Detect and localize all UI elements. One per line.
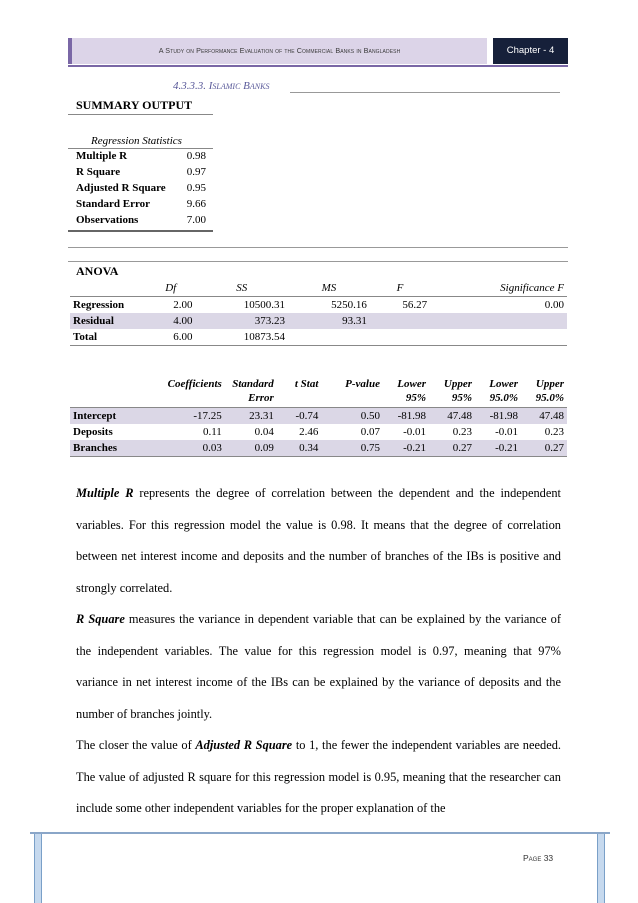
- cell: -0.01: [403, 426, 426, 438]
- anova-corner: [70, 280, 146, 297]
- summary-output-title: SUMMARY OUTPUT: [76, 98, 193, 112]
- stat-label: R Square: [76, 166, 121, 178]
- paragraph-r-square: [76, 604, 561, 730]
- cell: 6.00: [173, 331, 193, 343]
- coefficients-header-row: [70, 377, 567, 408]
- cell: 0.27: [544, 442, 564, 454]
- regression-stats-title: Regression Statistics: [91, 135, 182, 147]
- coef-header: t Stat: [294, 378, 319, 390]
- cell: 10873.54: [243, 331, 286, 343]
- cell: 373.23: [254, 315, 286, 327]
- cell: 0.23: [452, 426, 472, 438]
- coef-header: P-value: [345, 378, 380, 390]
- regression-stat-row: [76, 214, 206, 230]
- cell: 0.07: [360, 426, 380, 438]
- anova-header: SS: [236, 282, 248, 294]
- header-divider: [68, 65, 568, 67]
- stat-value: 0.98: [186, 150, 206, 162]
- cell: 10500.31: [243, 299, 286, 311]
- cell: [370, 313, 430, 329]
- anova-header: MS: [321, 282, 337, 294]
- stat-label: Adjusted R Square: [76, 182, 166, 194]
- header-title: A Study on Performance Evaluation of the Commercial Banks in Bangladesh: [158, 46, 401, 55]
- chapter-label: Chapter - 4: [493, 38, 568, 64]
- page-header: [68, 38, 568, 64]
- cell: 0.34: [299, 442, 319, 454]
- regression-stats-end-rule: [68, 230, 213, 232]
- coef-header: Standard Error: [232, 378, 274, 404]
- anova-header-row: [70, 280, 567, 297]
- table-row: [70, 297, 567, 314]
- regression-stats-divider: [68, 148, 213, 149]
- cell: 0.09: [254, 442, 274, 454]
- anova-title: ANOVA: [76, 264, 119, 278]
- cell: -0.21: [403, 442, 426, 454]
- cell: -81.98: [489, 410, 518, 422]
- row-label: Deposits: [73, 426, 113, 438]
- cell: 0.23: [544, 426, 564, 438]
- section-divider: [290, 92, 560, 93]
- anova-header: F: [396, 282, 404, 294]
- table-row: [70, 408, 567, 425]
- cell: -0.21: [495, 442, 518, 454]
- footer-left-bar: [34, 834, 42, 903]
- cell: 0.11: [202, 426, 222, 438]
- paragraph-text: The closer the value of: [76, 738, 196, 752]
- coef-header: Upper 95.0%: [535, 378, 564, 404]
- footer-right-bar: [597, 834, 605, 903]
- cell: 0.04: [254, 426, 274, 438]
- cell: [288, 329, 370, 346]
- cell: -0.74: [295, 410, 319, 422]
- table-row: [70, 440, 567, 457]
- divider: [68, 261, 568, 262]
- paragraph-text: represents the degree of correlation between the dependent and the independent variables. For this regression model the value is 0.98. It means that the degree of correlation between net interest income and deposits and the number of branches of the IBs is positive and strongly correlated.: [76, 486, 561, 595]
- cell: 47.48: [447, 410, 472, 422]
- header-title-band: [68, 38, 487, 64]
- cell: 2.00: [173, 299, 193, 311]
- table-row: [70, 424, 567, 440]
- cell: 23.31: [249, 410, 274, 422]
- section-heading: 4.3.3.3. Islamic Banks: [173, 80, 270, 92]
- coef-header: Lower 95.0%: [489, 378, 518, 404]
- regression-stat-row: [76, 166, 206, 182]
- table-row: [70, 329, 567, 346]
- cell: -0.01: [495, 426, 518, 438]
- stat-value: 7.00: [186, 214, 206, 226]
- summary-divider: [68, 114, 213, 115]
- cell: 2.46: [299, 426, 319, 438]
- cell: 4.00: [173, 315, 193, 327]
- cell: -17.25: [193, 410, 222, 422]
- cell: 93.31: [342, 315, 367, 327]
- paragraph-text: measures the variance in dependent variable that can be explained by the variance of the independent variables. The value for this regression model is 0.97, meaning that 97% variance in net interest income of the IBs can be explained by the variance of deposits and the number of branches jointly.: [76, 612, 561, 721]
- page-number: Page 33: [523, 853, 554, 863]
- stat-label: Multiple R: [76, 150, 128, 162]
- coef-header: Upper 95%: [443, 378, 472, 404]
- coef-header: Lower 95%: [397, 378, 426, 404]
- row-label: Branches: [73, 442, 117, 454]
- paragraph-adjusted-r-square: [76, 730, 561, 825]
- term: Multiple R: [76, 486, 134, 500]
- coefficients-table: [70, 377, 567, 457]
- table-row: [70, 313, 567, 329]
- row-label: Total: [73, 331, 98, 343]
- regression-stat-row: [76, 182, 206, 198]
- stat-label: Observations: [76, 214, 139, 226]
- cell: 5250.16: [331, 299, 367, 311]
- stat-label: Standard Error: [76, 198, 151, 210]
- cell: 0.50: [360, 410, 380, 422]
- anova-header: Significance F: [500, 282, 564, 294]
- row-label: Intercept: [73, 410, 117, 422]
- cell: 47.48: [539, 410, 564, 422]
- cell: 56.27: [402, 299, 428, 311]
- coef-header: Coefficients: [167, 378, 222, 390]
- cell: [430, 313, 567, 329]
- paragraph-multiple-r: [76, 478, 561, 604]
- term: Adjusted R Square: [195, 738, 293, 752]
- footer-divider: [30, 832, 610, 834]
- cell: 0.03: [202, 442, 222, 454]
- row-label: Regression: [73, 299, 125, 311]
- row-label: Residual: [73, 315, 114, 327]
- cell: [370, 329, 430, 346]
- cell: 0.00: [544, 299, 564, 311]
- cell: 0.27: [452, 442, 472, 454]
- regression-stat-row: [76, 150, 206, 166]
- coefficients-corner: [70, 377, 134, 408]
- regression-stat-row: [76, 198, 206, 214]
- stat-value: 0.97: [186, 166, 206, 178]
- stat-value: 9.66: [186, 198, 206, 210]
- anova-table: [70, 280, 567, 346]
- cell: -81.98: [397, 410, 426, 422]
- cell: 0.75: [360, 442, 380, 454]
- term: R Square: [76, 612, 125, 626]
- cell: [430, 329, 567, 346]
- divider: [68, 247, 568, 248]
- paragraph-text: to 1, the fewer the independent variables are needed. The value of adjusted R square for this regression model is 0.95, meaning that the researcher can include some other independent variables for the proper explanation of the: [76, 738, 561, 815]
- stat-value: 0.95: [186, 182, 206, 194]
- anova-header: Df: [165, 282, 177, 294]
